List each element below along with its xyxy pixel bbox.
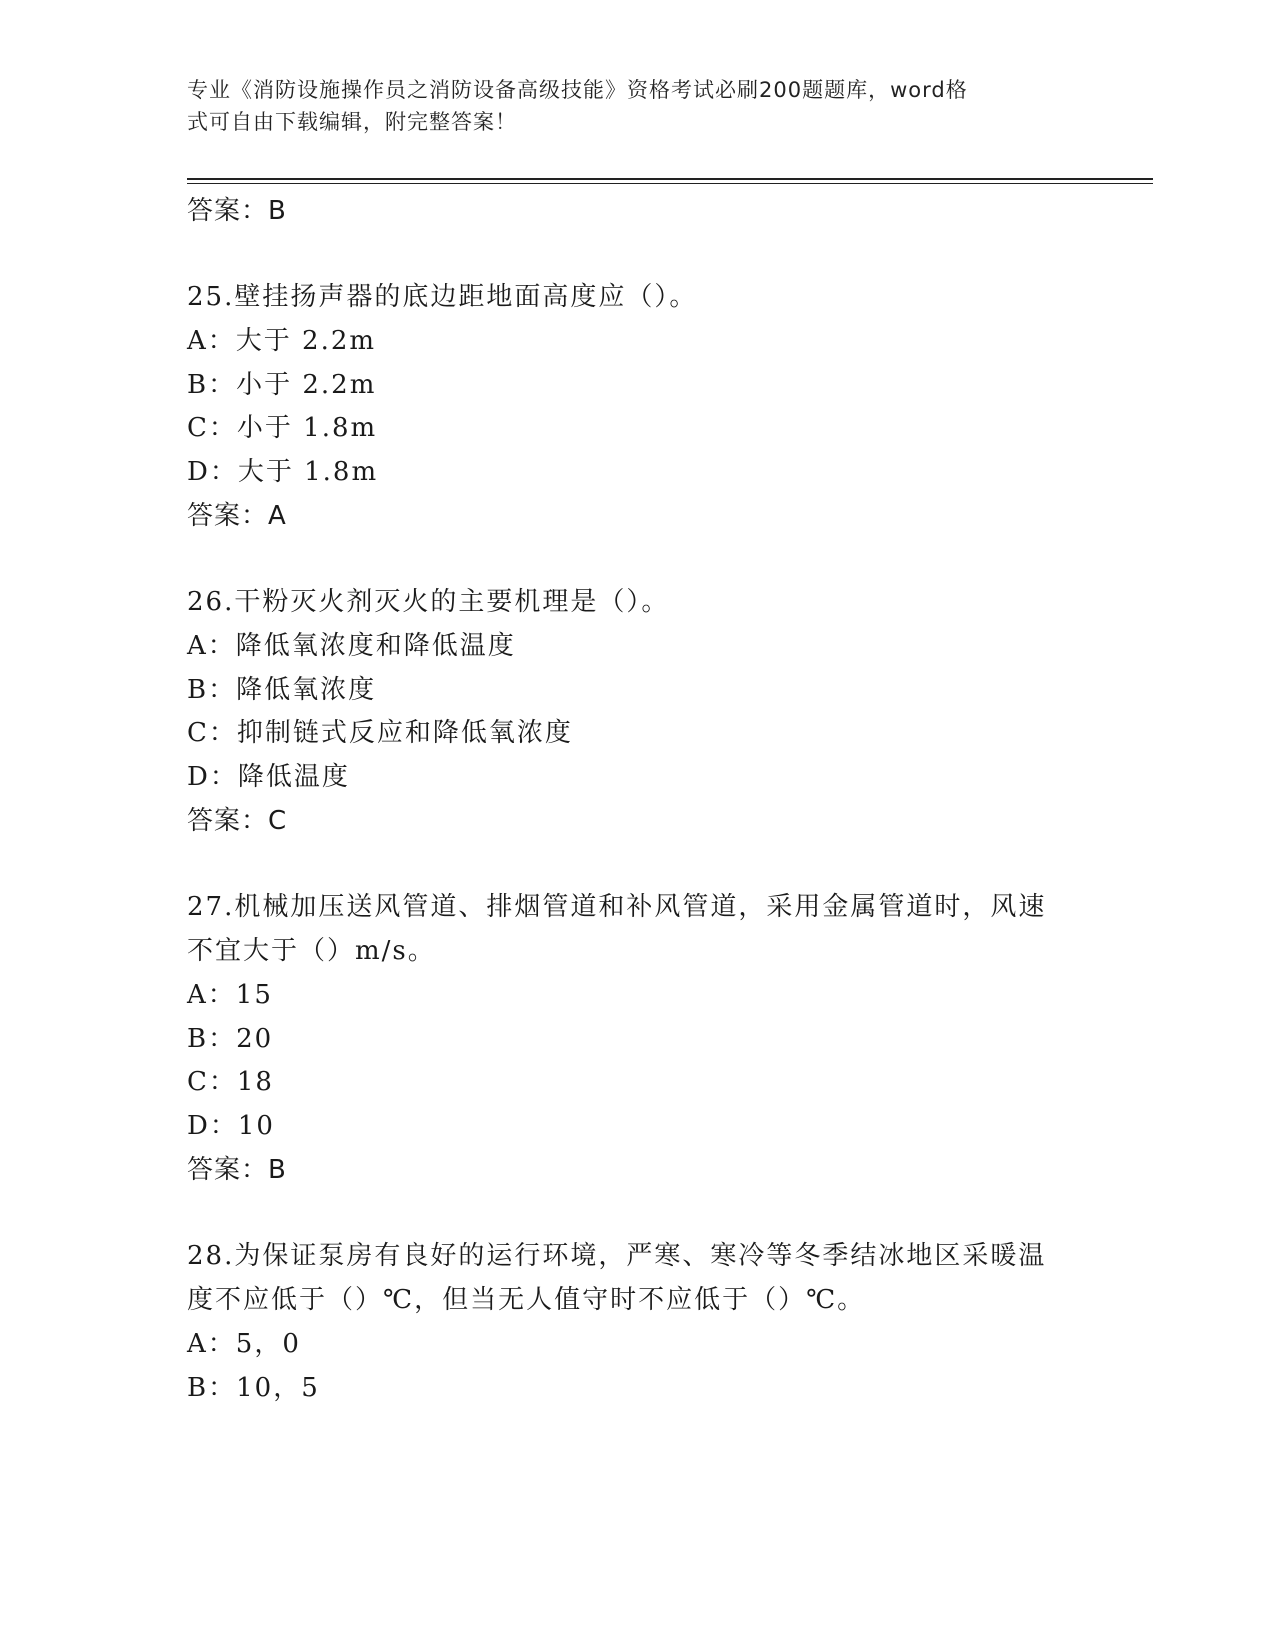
question-27-option-b: B：20 bbox=[187, 1024, 274, 1054]
question-27-stem-line-1: 27.机械加压送风管道、排烟管道和补风管道，采用金属管道时，风速 bbox=[187, 892, 1047, 922]
question-25-option-b: B：小于 2.2m bbox=[187, 370, 377, 400]
question-26-option-d: D：降低温度 bbox=[187, 762, 350, 792]
question-28-option-b: B：10，5 bbox=[187, 1373, 320, 1403]
question-28-stem-line-1: 28.为保证泵房有良好的运行环境，严寒、寒冷等冬季结冰地区采暖温 bbox=[187, 1241, 1047, 1271]
question-26-option-b: B：降低氧浓度 bbox=[187, 675, 377, 705]
document-header bbox=[187, 74, 1087, 138]
question-25-option-a: A：大于 2.2m bbox=[187, 326, 377, 356]
question-25-option-d: D：大于 1.8m bbox=[187, 457, 379, 487]
question-28-stem-line-2: 度不应低于（）℃，但当无人值守时不应低于（）℃。 bbox=[187, 1285, 866, 1315]
question-26-option-c: C：抑制链式反应和降低氧浓度 bbox=[187, 718, 573, 748]
question-27-option-a: A：15 bbox=[187, 980, 273, 1010]
question-27-option-c: C：18 bbox=[187, 1067, 274, 1097]
question-26-option-a: A：降低氧浓度和降低温度 bbox=[187, 631, 516, 661]
question-28-option-a: A：5，0 bbox=[187, 1329, 301, 1359]
header-rule-thin bbox=[187, 183, 1153, 184]
question-27-stem-line-2: 不宜大于（）m/s。 bbox=[187, 936, 436, 966]
header-line-1: 专业《消防设施操作员之消防设备高级技能》资格考试必刷200题题库，word格 bbox=[187, 78, 968, 102]
question-27-option-d: D：10 bbox=[187, 1111, 275, 1141]
previous-answer: 答案：B bbox=[187, 196, 287, 226]
header-line-2: 式可自由下载编辑，附完整答案！ bbox=[187, 110, 517, 134]
header-rule-thick bbox=[187, 178, 1153, 180]
question-25-option-c: C：小于 1.8m bbox=[187, 413, 378, 443]
question-25-stem: 25.壁挂扬声器的底边距地面高度应（）。 bbox=[187, 282, 698, 312]
question-25-answer: 答案：A bbox=[187, 501, 287, 531]
question-26-stem: 26.干粉灭火剂灭火的主要机理是（）。 bbox=[187, 587, 670, 617]
question-26-answer: 答案：C bbox=[187, 806, 288, 836]
question-27-answer: 答案：B bbox=[187, 1155, 287, 1185]
